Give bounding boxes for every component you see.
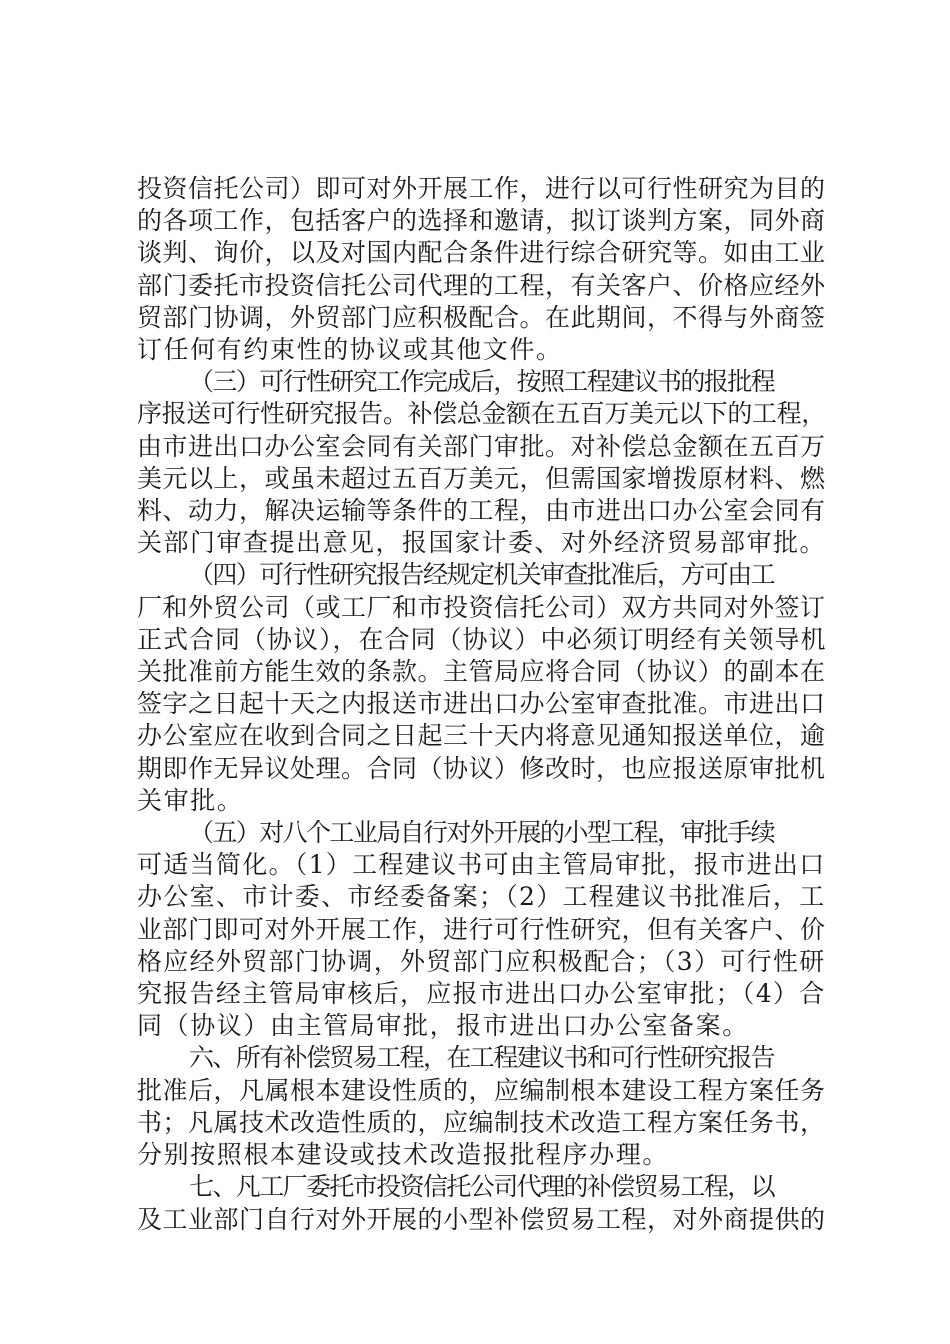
text-line: 部门委托市投资信托公司代理的工程，有关客户、价格应经外 [137,270,826,300]
text-line: 订任何有约束性的协议或其他文件。 [137,335,563,365]
paragraph-section-four [137,559,827,817]
text-line: 的各项工作，包括客户的选择和邀请，拟订谈判方案，同外商 [137,206,826,236]
text-line: 同（协议）由主管局审批，报市进出口办公室备案。 [137,1011,749,1041]
text-line: 签字之日起十天之内报送市进出口办公室审查批准。市进出口 [137,689,826,719]
text-line: 厂和外贸公司（或工厂和市投资信托公司）双方共同对外签订 [137,592,826,622]
text-line: 可适当简化。（1）工程建议书可由主管局审批，报市进出口 [137,850,826,880]
text-line: 业部门即可对外开展工作，进行可行性研究，但有关客户、价 [137,914,826,944]
text-line: 关审批。 [137,785,244,815]
text-line: 序报送可行性研究报告。补偿总金额在五百万美元以下的工程， [137,399,826,429]
text-line: （三）可行性研究工作完成后，按照工程建议书的报批程 [189,367,775,397]
text-line: 七、凡工厂委托市投资信托公司代理的补偿贸易工程，以 [189,1172,775,1202]
text-line: 关部门审查提出意见，报国家计委、对外经济贸易部审批。 [137,528,827,558]
paragraph-continuation [137,173,827,366]
text-line: 由市进出口办公室会同有关部门审批。对补偿总金额在五百万 [137,431,826,461]
text-line: （四）可行性研究报告经规定机关审查批准后，方可由工 [189,560,775,590]
document-body [137,173,827,1236]
text-line: 美元以上，或虽未超过五百万美元，但需国家增拨原材料、燃 [137,463,826,493]
text-line: 究报告经主管局审核后，应报市进出口办公室审批；（4）合 [137,979,826,1009]
text-line: 投资信托公司）即可对外开展工作，进行以可行性研究为目的 [137,174,826,203]
text-line: 正式合同（协议），在合同（协议）中必须订明经有关领导机 [137,624,827,654]
text-line: 谈判、询价，以及对国内配合条件进行综合研究等。如由工业 [137,238,826,268]
text-line: 书；凡属技术改造性质的，应编制技术改造工程方案任务书， [137,1107,826,1137]
text-line: 关批准前方能生效的条款。主管局应将合同（协议）的副本在 [137,657,826,687]
text-line: 期即作无异议处理。合同（协议）修改时，也应报送原审批机 [137,753,826,783]
text-line: 格应经外贸部门协调，外贸部门应积极配合；（3）可行性研 [137,946,826,976]
text-line: 及工业部门自行对外开展的小型补偿贸易工程，对外商提供的 [137,1204,826,1234]
text-line: 办公室应在收到合同之日起三十天内将意见通知报送单位，逾 [137,721,826,751]
text-line: 办公室、市计委、市经委备案；（2）工程建议书批准后，工 [137,882,826,912]
text-line: （五）对八个工业局自行对外开展的小型工程，审批手续 [189,818,775,848]
paragraph-section-three [137,366,827,559]
paragraph-article-seven [137,1171,827,1235]
text-line: 六、所有补偿贸易工程，在工程建议书和可行性研究报告 [189,1043,775,1073]
text-line: 贸部门协调，外贸部门应积极配合。在此期间，不得与外商签 [137,302,826,332]
text-line: 分别按照根本建设或技术改造报批程序办理。 [137,1140,670,1170]
paragraph-section-five [137,817,827,1042]
text-line: 料、动力，解决运输等条件的工程，由市进出口办公室会同有 [137,496,826,526]
paragraph-article-six [137,1042,827,1171]
text-line: 批准后，凡属根本建设性质的，应编制根本建设工程方案任务 [137,1075,826,1105]
